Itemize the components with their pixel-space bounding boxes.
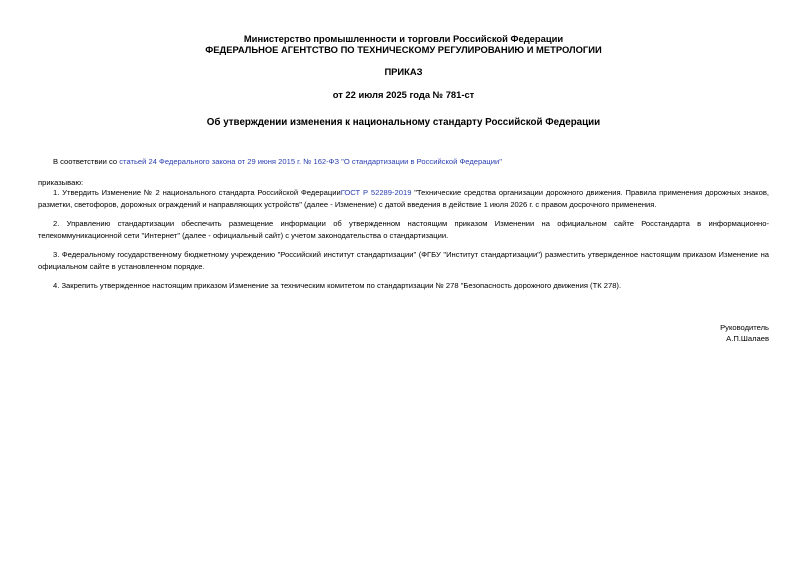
order-word: приказываю:	[38, 178, 84, 187]
item1-prefix: 1. Утвердить Изменение № 2 национального стандарта Российской Федерации	[53, 188, 341, 197]
order-item-4: 4. Закрепить утвержденное настоящим приказом Изменение за техническим комитетом по стандартизации № 278 "Безопасность дорожного движения (ТК 278).	[53, 281, 622, 290]
signatory-name: А.П.Шалаев	[726, 334, 769, 343]
item1-suffix: "Технические средства организации дорожного движения. Правила применения дорожных знаков, разметки, светофоров, дорожных ограждений и направляющих устройств" (далее - Изменение) с датой введения в действие 1 июля 2026 г. с правом досрочного применения.	[38, 188, 769, 209]
document-type: ПРИКАЗ	[384, 66, 423, 77]
ministry-name: Министерство промышленности и торговли Российской Федерации	[243, 33, 564, 44]
federal-law-link[interactable]: статьей 24 Федерального закона от 29 июня 2015 г. № 162-ФЗ "О стандартизации в Российской Федерации"	[119, 157, 502, 166]
order-item-2: 2. Управлению стандартизации обеспечить размещение информации об утвержденном настоящим приказом Изменении на официальном сайте Росстандарта в информационно-телекоммуникационной сети "Интернет" (далее - официальный сайт) с учетом законодательства о стандартизации.	[38, 219, 769, 240]
order-item-3: 3. Федеральному государственному бюджетному учреждению "Российский институт стандартизации" (ФГБУ "Институт стандартизации") разместить утвержденное настоящим приказом Изменение на официальном сайте в установленном порядке.	[38, 250, 769, 271]
agency-name: ФЕДЕРАЛЬНОЕ АГЕНТСТВО ПО ТЕХНИЧЕСКОМУ РЕГУЛИРОВАНИЮ И МЕТРОЛОГИИ	[205, 44, 602, 55]
preamble-prefix: В соответствии со	[53, 157, 120, 166]
preamble-paragraph	[38, 156, 769, 168]
order-item-1	[38, 187, 769, 210]
document-date-number: от 22 июля 2025 года № 781-ст	[332, 89, 475, 100]
document-title: Об утверждении изменения к национальному стандарту Российской Федерации	[206, 117, 601, 128]
signatory-position: Руководитель	[720, 323, 769, 332]
gost-link[interactable]: ГОСТ Р 52289-2019	[340, 188, 412, 197]
